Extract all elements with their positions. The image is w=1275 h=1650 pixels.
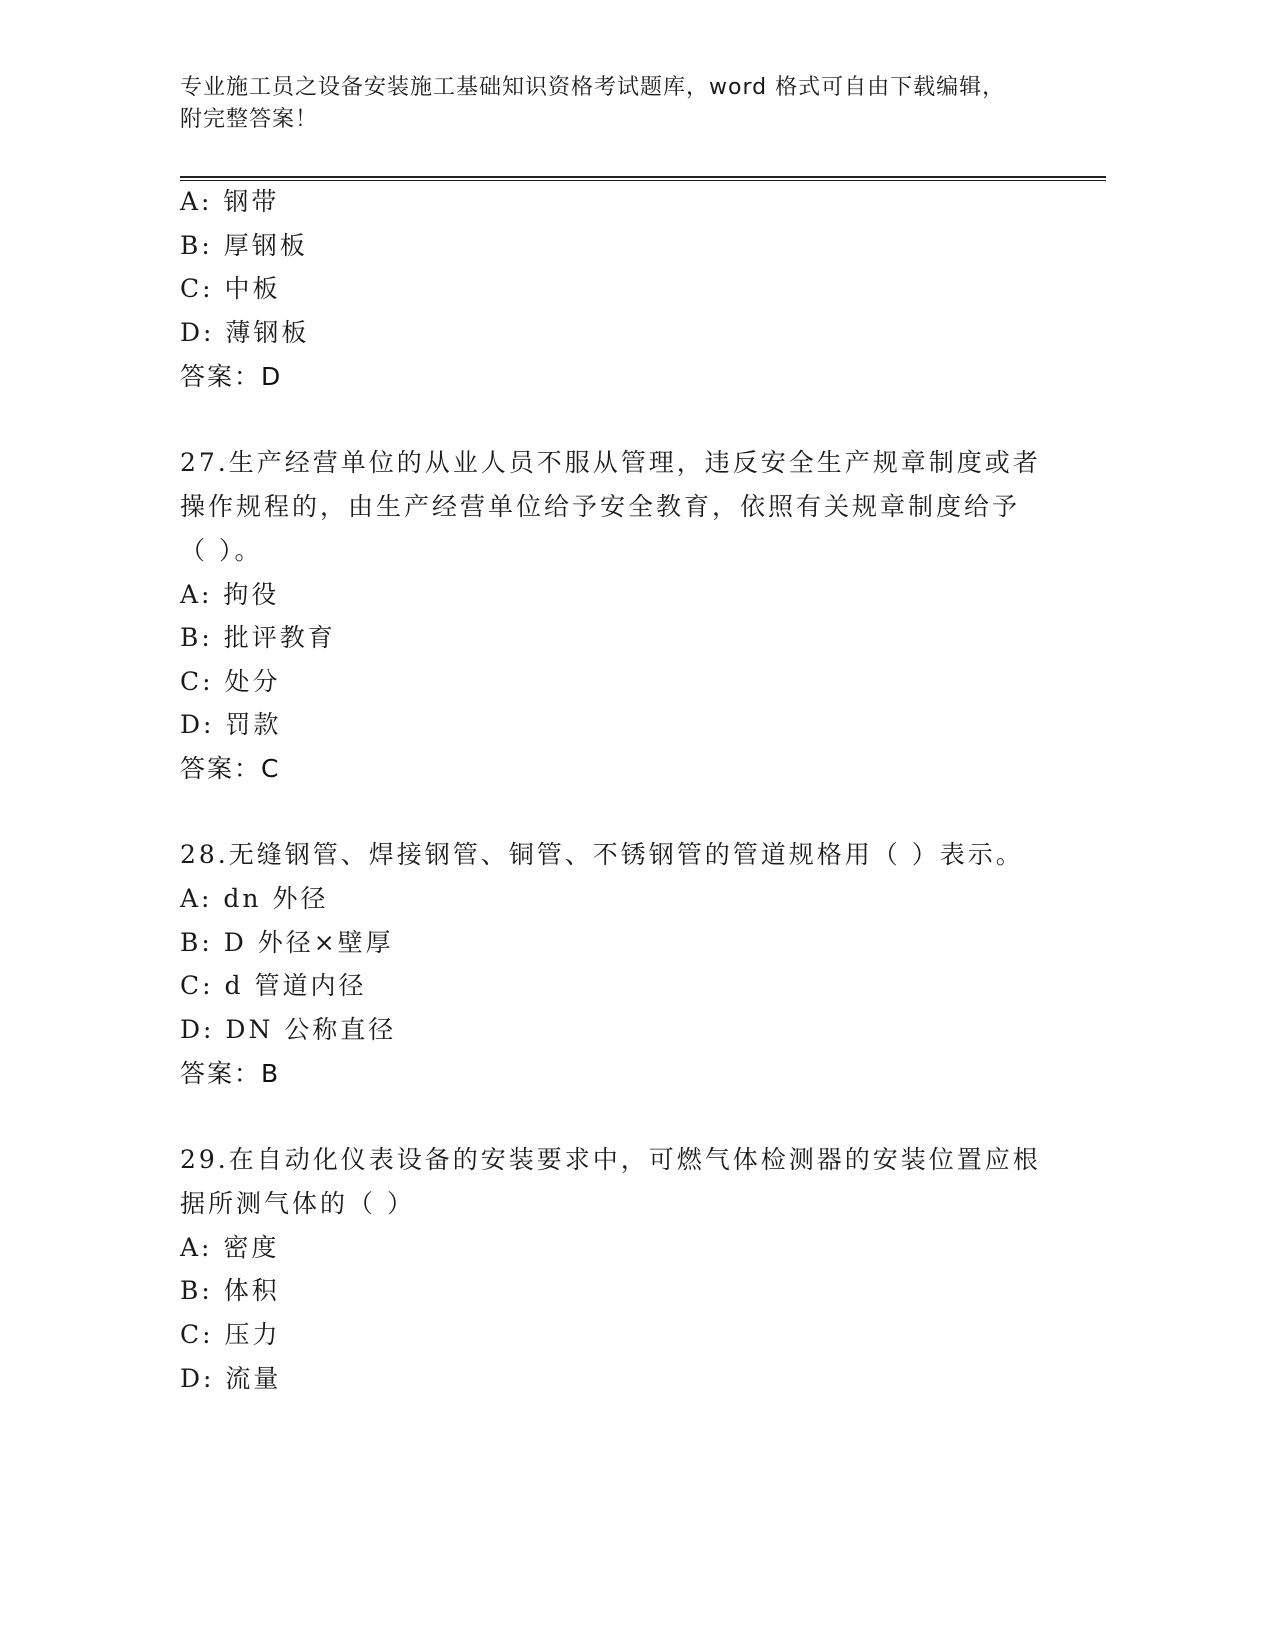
header-title-line-2: 附完整答案！ — [180, 107, 319, 132]
header-divider — [180, 176, 1106, 181]
q27-option-c: C: 处分 — [180, 667, 281, 696]
q29-option-d: D: 流量 — [180, 1364, 282, 1393]
q26-answer: 答案：D — [180, 362, 283, 391]
q26-option-b: B: 厚钢板 — [180, 231, 308, 260]
q26-option-c: C: 中板 — [180, 274, 281, 303]
q27-option-b: B: 批评教育 — [180, 623, 336, 652]
q28-option-d: D: DN 公称直径 — [180, 1015, 397, 1044]
q28-stem-line-1: 28.无缝钢管、焊接钢管、铜管、不锈钢管的管道规格用（ ）表示。 — [180, 840, 1024, 869]
q27-stem-line-1: 27.生产经营单位的从业人员不服从管理，违反安全生产规章制度或者 — [180, 448, 1041, 477]
q28-option-c: C: d 管道内径 — [180, 971, 367, 1000]
q27-stem-line-3: （ ）。 — [180, 536, 263, 565]
q27-answer: 答案：C — [180, 754, 281, 783]
q27-option-a: A: 拘役 — [180, 580, 280, 609]
q27-stem-line-2: 操作规程的，由生产经营单位给予安全教育，依照有关规章制度给予 — [180, 492, 1021, 521]
q26-option-a: A: 钢带 — [180, 187, 280, 216]
q29-stem-line-1: 29.在自动化仪表设备的安装要求中，可燃气体检测器的安装位置应根 — [180, 1145, 1041, 1174]
q29-stem-line-2: 据所测气体的（ ） — [180, 1189, 415, 1218]
header-title-line-1: 专业施工员之设备安装施工基础知识资格考试题库，word 格式可自由下载编辑， — [180, 75, 1006, 100]
q29-option-b: B: 体积 — [180, 1276, 280, 1305]
q29-option-a: A: 密度 — [180, 1233, 280, 1262]
q29-option-c: C: 压力 — [180, 1320, 281, 1349]
q28-answer: 答案：B — [180, 1059, 281, 1088]
q27-option-d: D: 罚款 — [180, 710, 282, 739]
q28-option-b: B: D 外径×壁厚 — [180, 928, 394, 957]
q28-option-a: A: dn 外径 — [180, 884, 329, 913]
q26-option-d: D: 薄钢板 — [180, 318, 310, 347]
document-header — [180, 72, 1060, 136]
